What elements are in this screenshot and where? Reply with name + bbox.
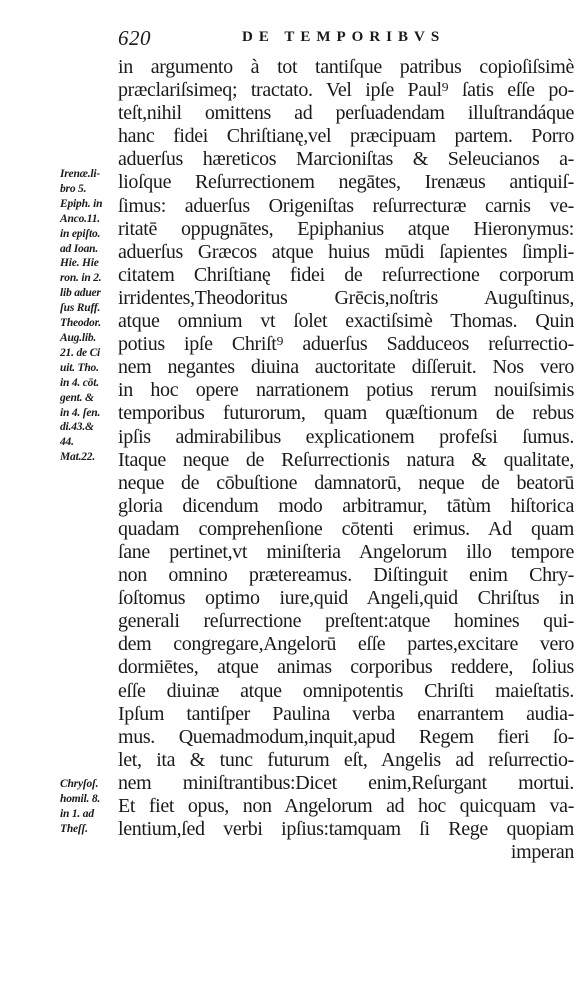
text-line: neque de cōbuſtione damnatorū, neque de beatorū [118,471,574,494]
margin-note: in 4. cōt. [60,376,99,389]
text-line: let, ita & tunc futurum eſt, Angelis ad reſurrectio- [118,748,574,771]
text-line: atque omnium vt ſolet exactiſsimè Thomas. Quin [118,310,574,333]
margin-note: Epiph. in [60,197,103,210]
running-title: DE TEMPORIBVS [242,29,446,45]
text-line: mus. Quemadmodum,inquit,apud Regem fieri ſo- [118,725,574,748]
text-line: dem congregare,Angelorū eſſe partes,excitare vero [118,633,574,656]
margin-note: ſus Ruff. [60,302,101,315]
margin-note: Mat.22. [60,451,96,464]
margin-note: ad Ioan. [60,242,99,255]
margin-note: Irenæ.li- [60,168,101,180]
text-line: quadam comprehenſione cōtenti erimus. Ad quam [118,517,574,540]
text-line: ſimus: aduerſus Origeniſtas reſurrecturæ carnis ve- [118,194,574,217]
margin-note: bro 5. [60,182,87,195]
margin-note: in 1. ad [60,807,94,820]
text-line: ſane pertinet,vt miniſteria Angelorum illo tempore [118,540,574,563]
main-text-block [118,56,574,864]
page-number: 620 [118,26,151,50]
text-line: gloria dicendum modo arbitramur, tātùm hiſtorica [118,494,574,517]
text-line: aduerſus hæreticos Marcioniſtas & Seleucianos a- [118,148,574,171]
text-line: in hoc opere narrationem potius rerum nouiſsimis [118,379,574,402]
margin-note: homil. 8. [60,792,101,805]
text-line: teſt,nihil omittens ad perſuadendam illuſtrandáque [118,102,574,125]
margin-note: Chryſoſ. [60,778,99,790]
margin-note-group-references [60,167,102,465]
text-line: aduerſus Græcos atque huius mūdi ſapientes ſimpli- [118,240,574,263]
text-line: nem miniſtrantibus:Dicet enim,Reſurgant mortui. [118,771,574,794]
text-line: Et fiet opus, non Angelorum ad hoc quicquam va- [118,795,574,817]
text-line: ritatē oppugnātes, Epiphanius atque Hieronymus: [118,217,574,240]
margin-note: gent. & [60,391,94,404]
margin-note: uit. Tho. [60,361,99,374]
margin-note: Theodor. [60,317,101,330]
margin-note: lib aduer [60,287,101,300]
margin-note: in epiſto. [60,227,101,240]
text-line: in argumento à tot tantiſque patribus copioſiſsimè [118,56,574,78]
text-line: generali reſurrectione preſtent:atque homines qui- [118,610,574,633]
margin-note: 21. de Ci [60,346,101,359]
margin-note: 44. [60,436,74,449]
margin-note: di.43.& [60,421,94,434]
margin-note: ron. in 2. [60,272,102,285]
text-line: potius ipſe Chriſt⁹ aduerſus Sadduceos reſurrectio- [118,333,574,356]
page-header [118,26,566,54]
text-line: hanc fidei Chriſtianę,vel præcipuam partem. Porro [118,125,574,148]
text-line: ſoſtomus optimo iure,quid Angeli,quid Chriſtus in [118,587,574,610]
text-line: præclariſsimeq; tractato. Vel ipſe Paul⁹ ſatis eſſe po- [118,79,574,102]
text-line: dormiētes, atque animas corporibus reddere, ſolius [118,656,574,679]
text-line: lioſque Reſurrectionem negātes, Irenæus antiquiſ- [118,171,574,194]
text-line: irridentes,Theodoritus Grēcis,noſtris Auguſtinus, [118,286,574,309]
margin-note-group-chrysostom [60,777,100,837]
text-line: lentium,ſed verbi ipſius:tamquam ſi Rege quopiam [118,818,574,841]
margin-note: Theſſ. [60,822,88,835]
margin-note: in 4. ſen. [60,406,101,419]
margin-note: Hie. Hie [60,257,99,270]
text-line: eſſe diuinæ atque omnipotentis Chriſti maieſtatis. [118,679,574,702]
text-line: nem negantes diuina auctoritate diſſeruit. Nos vero [118,356,574,379]
text-line: citatem Chriſtianę fidei de reſurrectione corporum [118,263,574,286]
margin-note: Aug.lib. [60,331,97,344]
text-line: Ipſum tantiſper Paulina verba enarrantem audia- [118,702,574,725]
text-line: non omnino prætereamus. Diſtinguit enim Chry- [118,564,574,587]
text-line: Itaque neque de Reſurrectionis natura & qualitate, [118,448,574,471]
catchword-line: imperan [510,841,574,864]
text-line: temporibus futurorum, quam quæſtionum de rebus [118,402,574,425]
margin-note: Anco.11. [60,212,100,225]
text-line: ipſis admirabilibus explicationem profeſsi ſumus. [118,425,574,448]
